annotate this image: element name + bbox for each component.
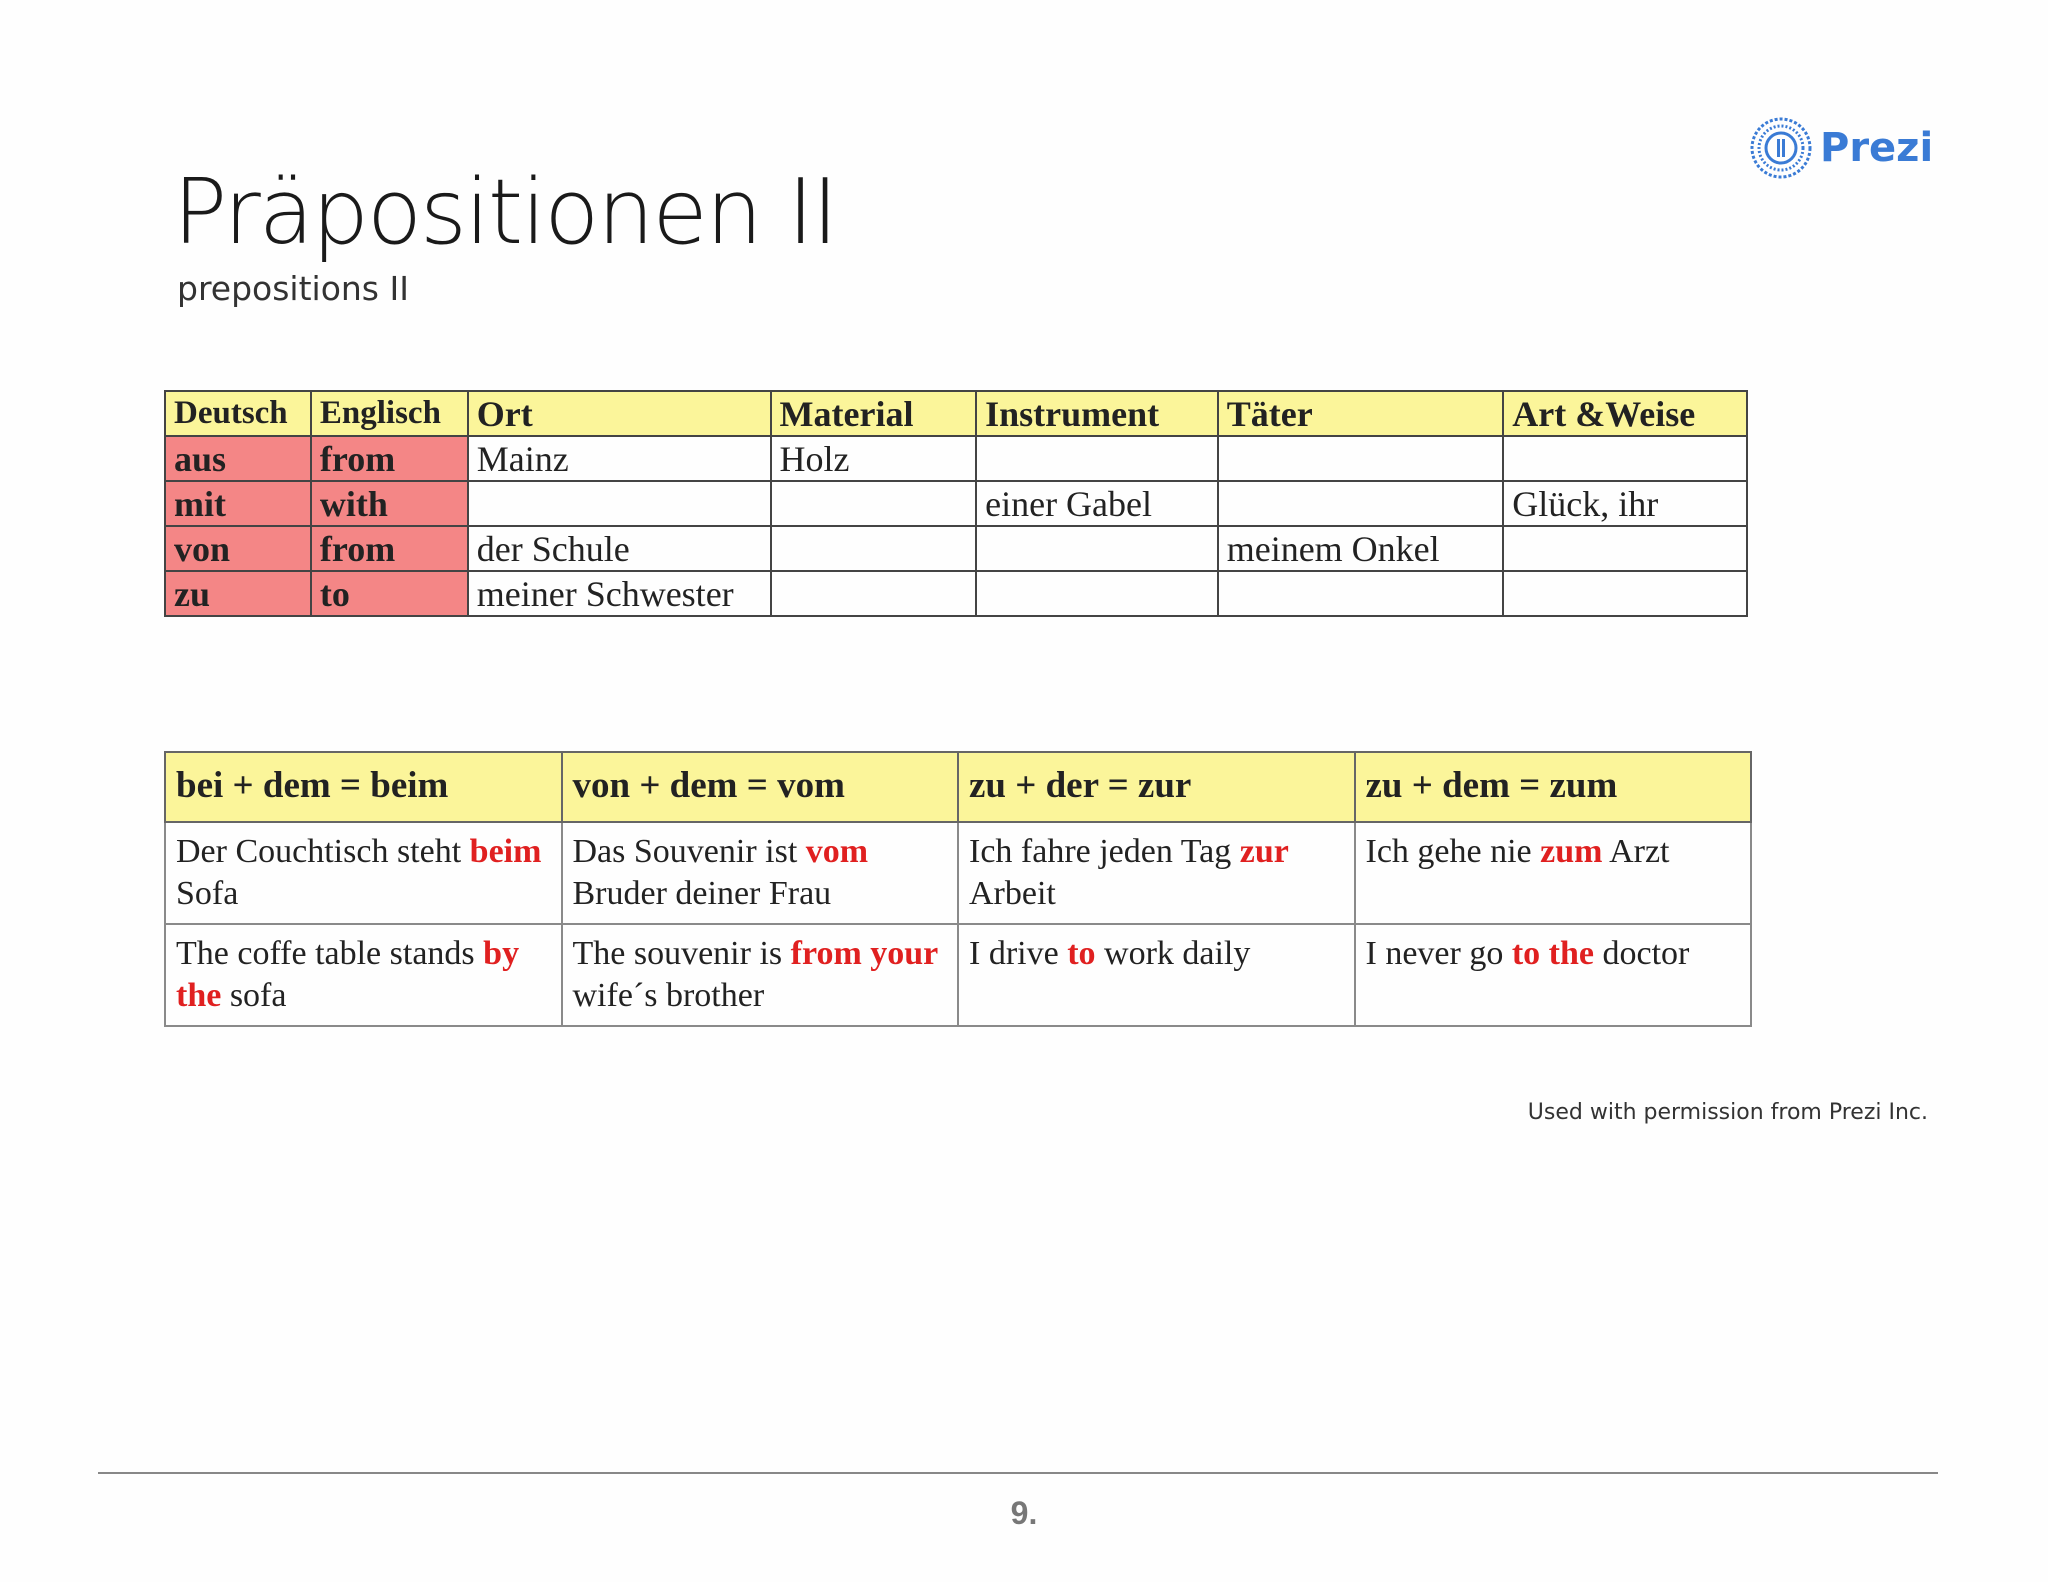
highlight-text: from your [790,935,939,972]
example-text: Arbeit [969,875,1056,912]
header-cell: von + dem = vom [562,752,959,822]
example-cell [1355,924,1752,1026]
header-cell: Deutsch [165,391,311,436]
example-text: wife´s brother [572,977,765,1014]
highlight-text: zum [1540,833,1603,870]
table-cell: meinem Onkel [1218,526,1504,571]
header-cell: Art &Weise [1503,391,1747,436]
example-cell [958,822,1355,924]
example-text: Das Souvenir ist [572,833,806,870]
table-row [165,481,1747,526]
table-cell [1503,436,1747,481]
page-number: 9. [1010,1495,1038,1531]
prezi-logo-text: Prezi [1820,125,1934,171]
example-cell [958,924,1355,1026]
example-cell [562,822,959,924]
highlight-text: to the [1511,935,1594,972]
example-text: I never go [1365,935,1512,972]
highlight-text: beim [469,833,542,870]
table-cell: to [311,571,468,616]
table-header-row [165,752,1751,822]
table-cell [976,571,1218,616]
table-cell: from [311,526,468,571]
prezi-logo [1750,116,1933,180]
table-header-row [165,391,1747,436]
table-cell: meiner Schwester [468,571,771,616]
header-cell: zu + dem = zum [1355,752,1752,822]
example-cell [165,822,562,924]
contractions-table [164,751,1752,1027]
example-text: Arzt [1602,833,1670,870]
table-cell: with [311,481,468,526]
slide-title: Präpositionen II [173,160,837,265]
permission-note: Used with permission from Prezi Inc. [1527,1100,1928,1125]
table-cell: zu [165,571,311,616]
table-cell [1218,481,1504,526]
table-row [165,571,1747,616]
example-text: Sofa [176,875,239,912]
example-text: Ich gehe nie [1365,833,1541,870]
table-cell: der Schule [468,526,771,571]
slide-subtitle: prepositions II [177,269,409,308]
header-cell: Täter [1218,391,1504,436]
header-cell: Material [771,391,977,436]
example-cell [562,924,959,1026]
table-cell [976,526,1218,571]
prezi-logo-icon [1750,117,1812,179]
header-cell: Englisch [311,391,468,436]
example-text: Der Couchtisch steht [176,833,470,870]
table-cell: aus [165,436,311,481]
table-cell [1503,526,1747,571]
example-text: The souvenir is [572,935,791,972]
example-text: The coffe table stands [176,935,484,972]
table-cell [1218,436,1504,481]
highlight-text: to [1067,935,1096,972]
header-cell: zu + der = zur [958,752,1355,822]
table-row-english [165,924,1751,1026]
example-text: I drive [969,935,1068,972]
header-cell: bei + dem = beim [165,752,562,822]
table-row [165,526,1747,571]
table-cell: mit [165,481,311,526]
prepositions-table [164,390,1748,617]
highlight-text: by the [176,935,520,1014]
example-text: Ich fahre jeden Tag [969,833,1240,870]
example-cell [1355,822,1752,924]
table-cell: from [311,436,468,481]
example-text: work daily [1095,935,1251,972]
table-cell: Mainz [468,436,771,481]
footer-divider [98,1472,1938,1474]
table-row [165,436,1747,481]
table-cell [1503,571,1747,616]
example-cell [165,924,562,1026]
highlight-text: vom [805,833,869,870]
table-cell [771,526,977,571]
table-cell [976,436,1218,481]
table-cell: Glück, ihr [1503,481,1747,526]
header-cell: Instrument [976,391,1218,436]
table-cell [771,481,977,526]
example-text: doctor [1593,935,1690,972]
table-row-german [165,822,1751,924]
example-text: Bruder deiner Frau [572,875,832,912]
table-cell: einer Gabel [976,481,1218,526]
example-text: sofa [221,977,287,1014]
table-cell [468,481,771,526]
table-cell [771,571,977,616]
highlight-text: zur [1239,833,1289,870]
header-cell: Ort [468,391,771,436]
table-cell [1218,571,1504,616]
table-cell: von [165,526,311,571]
table-cell: Holz [771,436,977,481]
